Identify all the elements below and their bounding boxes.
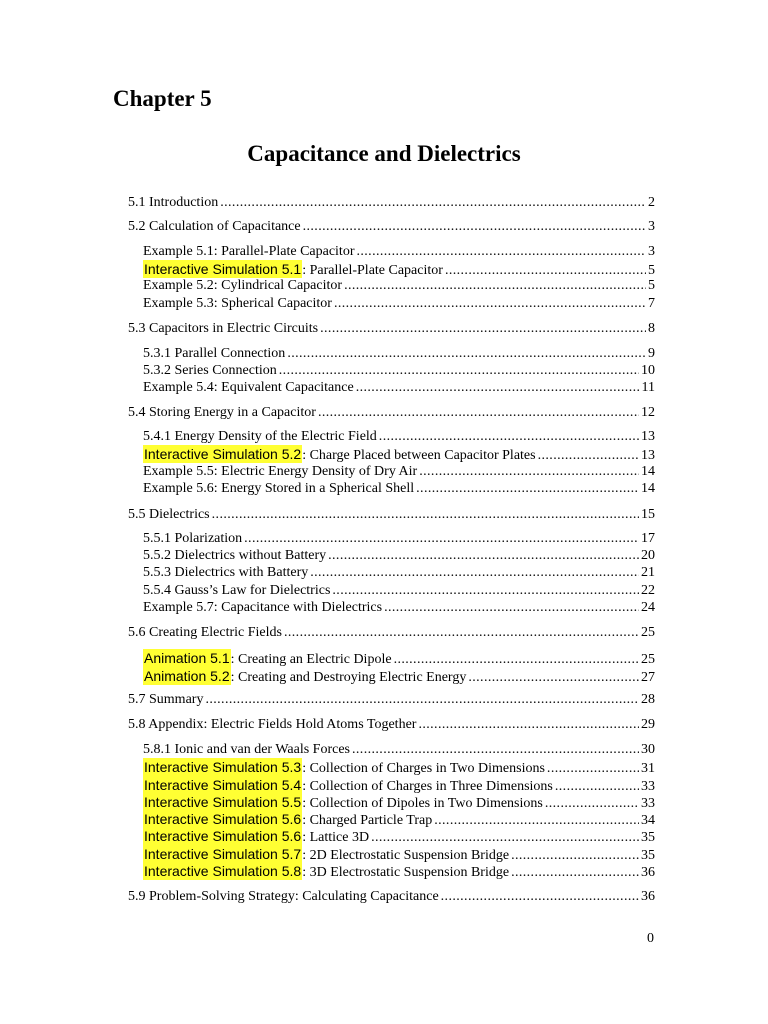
simulation-link[interactable]: Interactive Simulation 5.6 — [144, 811, 302, 827]
simulation-link[interactable]: Interactive Simulation 5.5 — [144, 794, 302, 810]
simulation-link[interactable]: Interactive Simulation 5.6 — [144, 828, 302, 844]
toc-entry-example-5-5[interactable]: Example 5.5: Electric Energy Density of Dry Air ..... 14 — [143, 463, 655, 481]
toc-entry-example-5-7[interactable]: Example 5.7: Capacitance with Dielectrics ..... 24 — [143, 599, 655, 617]
toc-entry-5-5-4[interactable]: 5.5.4 Gauss’s Law for Dielectrics ..... 22 — [143, 582, 655, 600]
toc-entry-example-5-2[interactable]: Example 5.2: Cylindrical Capacitor ..... 5 — [143, 277, 655, 295]
toc-entry-example-5-1[interactable]: Example 5.1: Parallel-Plate Capacitor ..... 3 — [143, 243, 655, 261]
toc-entry-5-5-3[interactable]: 5.5.3 Dielectrics with Battery ..... 21 — [143, 564, 655, 582]
chapter-title: Capacitance and Dielectrics — [247, 141, 521, 166]
toc-entry-example-5-3[interactable]: Example 5.3: Spherical Capacitor ..... 7 — [143, 295, 655, 313]
toc-entry-simulation-5-5[interactable]: Interactive Simulation 5.5 : Collection of Dipoles in Two Dimensions ..... 33 — [143, 793, 655, 811]
toc-entry-5-4-1[interactable]: 5.4.1 Energy Density of the Electric Field ..... 13 — [143, 428, 655, 446]
toc-entry-simulation-5-3[interactable]: Interactive Simulation 5.3 : Collection of Charges in Two Dimensions ..... 31 — [143, 758, 655, 776]
toc-entry-5-7[interactable]: 5.7 Summary ..... 28 — [128, 691, 655, 709]
toc-entry-5-5-1[interactable]: 5.5.1 Polarization ..... 17 — [143, 530, 655, 548]
toc-entry-animation-5-2[interactable]: Animation 5.2 : Creating and Destroying Electric Energy ..... 27 — [143, 667, 655, 685]
toc-entry-example-5-4[interactable]: Example 5.4: Equivalent Capacitance ..... 11 — [143, 379, 655, 397]
toc-entry-simulation-5-6[interactable]: Interactive Simulation 5.6 : Charged Particle Trap ..... 34 — [143, 810, 655, 828]
chapter-heading: Chapter 5 — [113, 86, 212, 111]
toc-entry-simulation-5-8[interactable]: Interactive Simulation 5.8 : 3D Electrostatic Suspension Bridge ..... 36 — [143, 862, 655, 880]
simulation-link[interactable]: Interactive Simulation 5.2 — [144, 446, 302, 462]
toc-entry-5-4[interactable]: 5.4 Storing Energy in a Capacitor ..... 12 — [128, 404, 655, 422]
simulation-link[interactable]: Interactive Simulation 5.7 — [144, 846, 302, 862]
toc-entry-simulation-5-6-lattice[interactable]: Interactive Simulation 5.6 : Lattice 3D ..... 35 — [143, 827, 655, 845]
toc-entry-example-5-6[interactable]: Example 5.6: Energy Stored in a Spherical Shell ..... 14 — [143, 480, 655, 498]
toc-entry-5-2[interactable]: 5.2 Calculation of Capacitance ..... 3 — [128, 218, 655, 236]
toc-entry-5-3-2[interactable]: 5.3.2 Series Connection ..... 10 — [143, 362, 655, 380]
toc-entry-5-9[interactable]: 5.9 Problem-Solving Strategy: Calculating Capacitance ..... 36 — [128, 888, 655, 906]
toc-entry-simulation-5-2[interactable]: Interactive Simulation 5.2 : Charge Placed between Capacitor Plates ..... 13 — [143, 445, 655, 463]
toc-entry-5-3-1[interactable]: 5.3.1 Parallel Connection ..... 9 — [143, 345, 655, 363]
toc-entry-5-1[interactable]: 5.1 Introduction ..... 2 — [128, 194, 655, 212]
toc-entry-animation-5-1[interactable]: Animation 5.1 : Creating an Electric Dipole ..... 25 — [143, 649, 655, 667]
toc-entry-5-8[interactable]: 5.8 Appendix: Electric Fields Hold Atoms Together ..... 29 — [128, 716, 655, 734]
toc-entry-5-6[interactable]: 5.6 Creating Electric Fields ..... 25 — [128, 624, 655, 642]
toc-entry-simulation-5-4[interactable]: Interactive Simulation 5.4 : Collection of Charges in Three Dimensions ..... 33 — [143, 776, 655, 794]
simulation-link[interactable]: Interactive Simulation 5.4 — [144, 777, 302, 793]
toc-entry-simulation-5-1[interactable]: Interactive Simulation 5.1 : Parallel-Plate Capacitor ..... 5 — [143, 260, 655, 278]
simulation-link[interactable]: Interactive Simulation 5.8 — [144, 863, 302, 879]
simulation-link[interactable]: Interactive Simulation 5.3 — [144, 759, 302, 775]
simulation-link[interactable]: Interactive Simulation 5.1 — [144, 261, 302, 277]
toc-entry-5-5[interactable]: 5.5 Dielectrics ..... 15 — [128, 506, 655, 524]
page-number: 0 — [647, 931, 654, 946]
toc-entry-5-5-2[interactable]: 5.5.2 Dielectrics without Battery ..... 20 — [143, 547, 655, 565]
toc-entry-5-3[interactable]: 5.3 Capacitors in Electric Circuits ..... 8 — [128, 320, 655, 338]
animation-link[interactable]: Animation 5.1 — [144, 650, 230, 666]
toc-entry-5-8-1[interactable]: 5.8.1 Ionic and van der Waals Forces ..... 30 — [143, 741, 655, 759]
animation-link[interactable]: Animation 5.2 — [144, 668, 230, 684]
toc-entry-simulation-5-7[interactable]: Interactive Simulation 5.7 : 2D Electrostatic Suspension Bridge ..... 35 — [143, 845, 655, 863]
